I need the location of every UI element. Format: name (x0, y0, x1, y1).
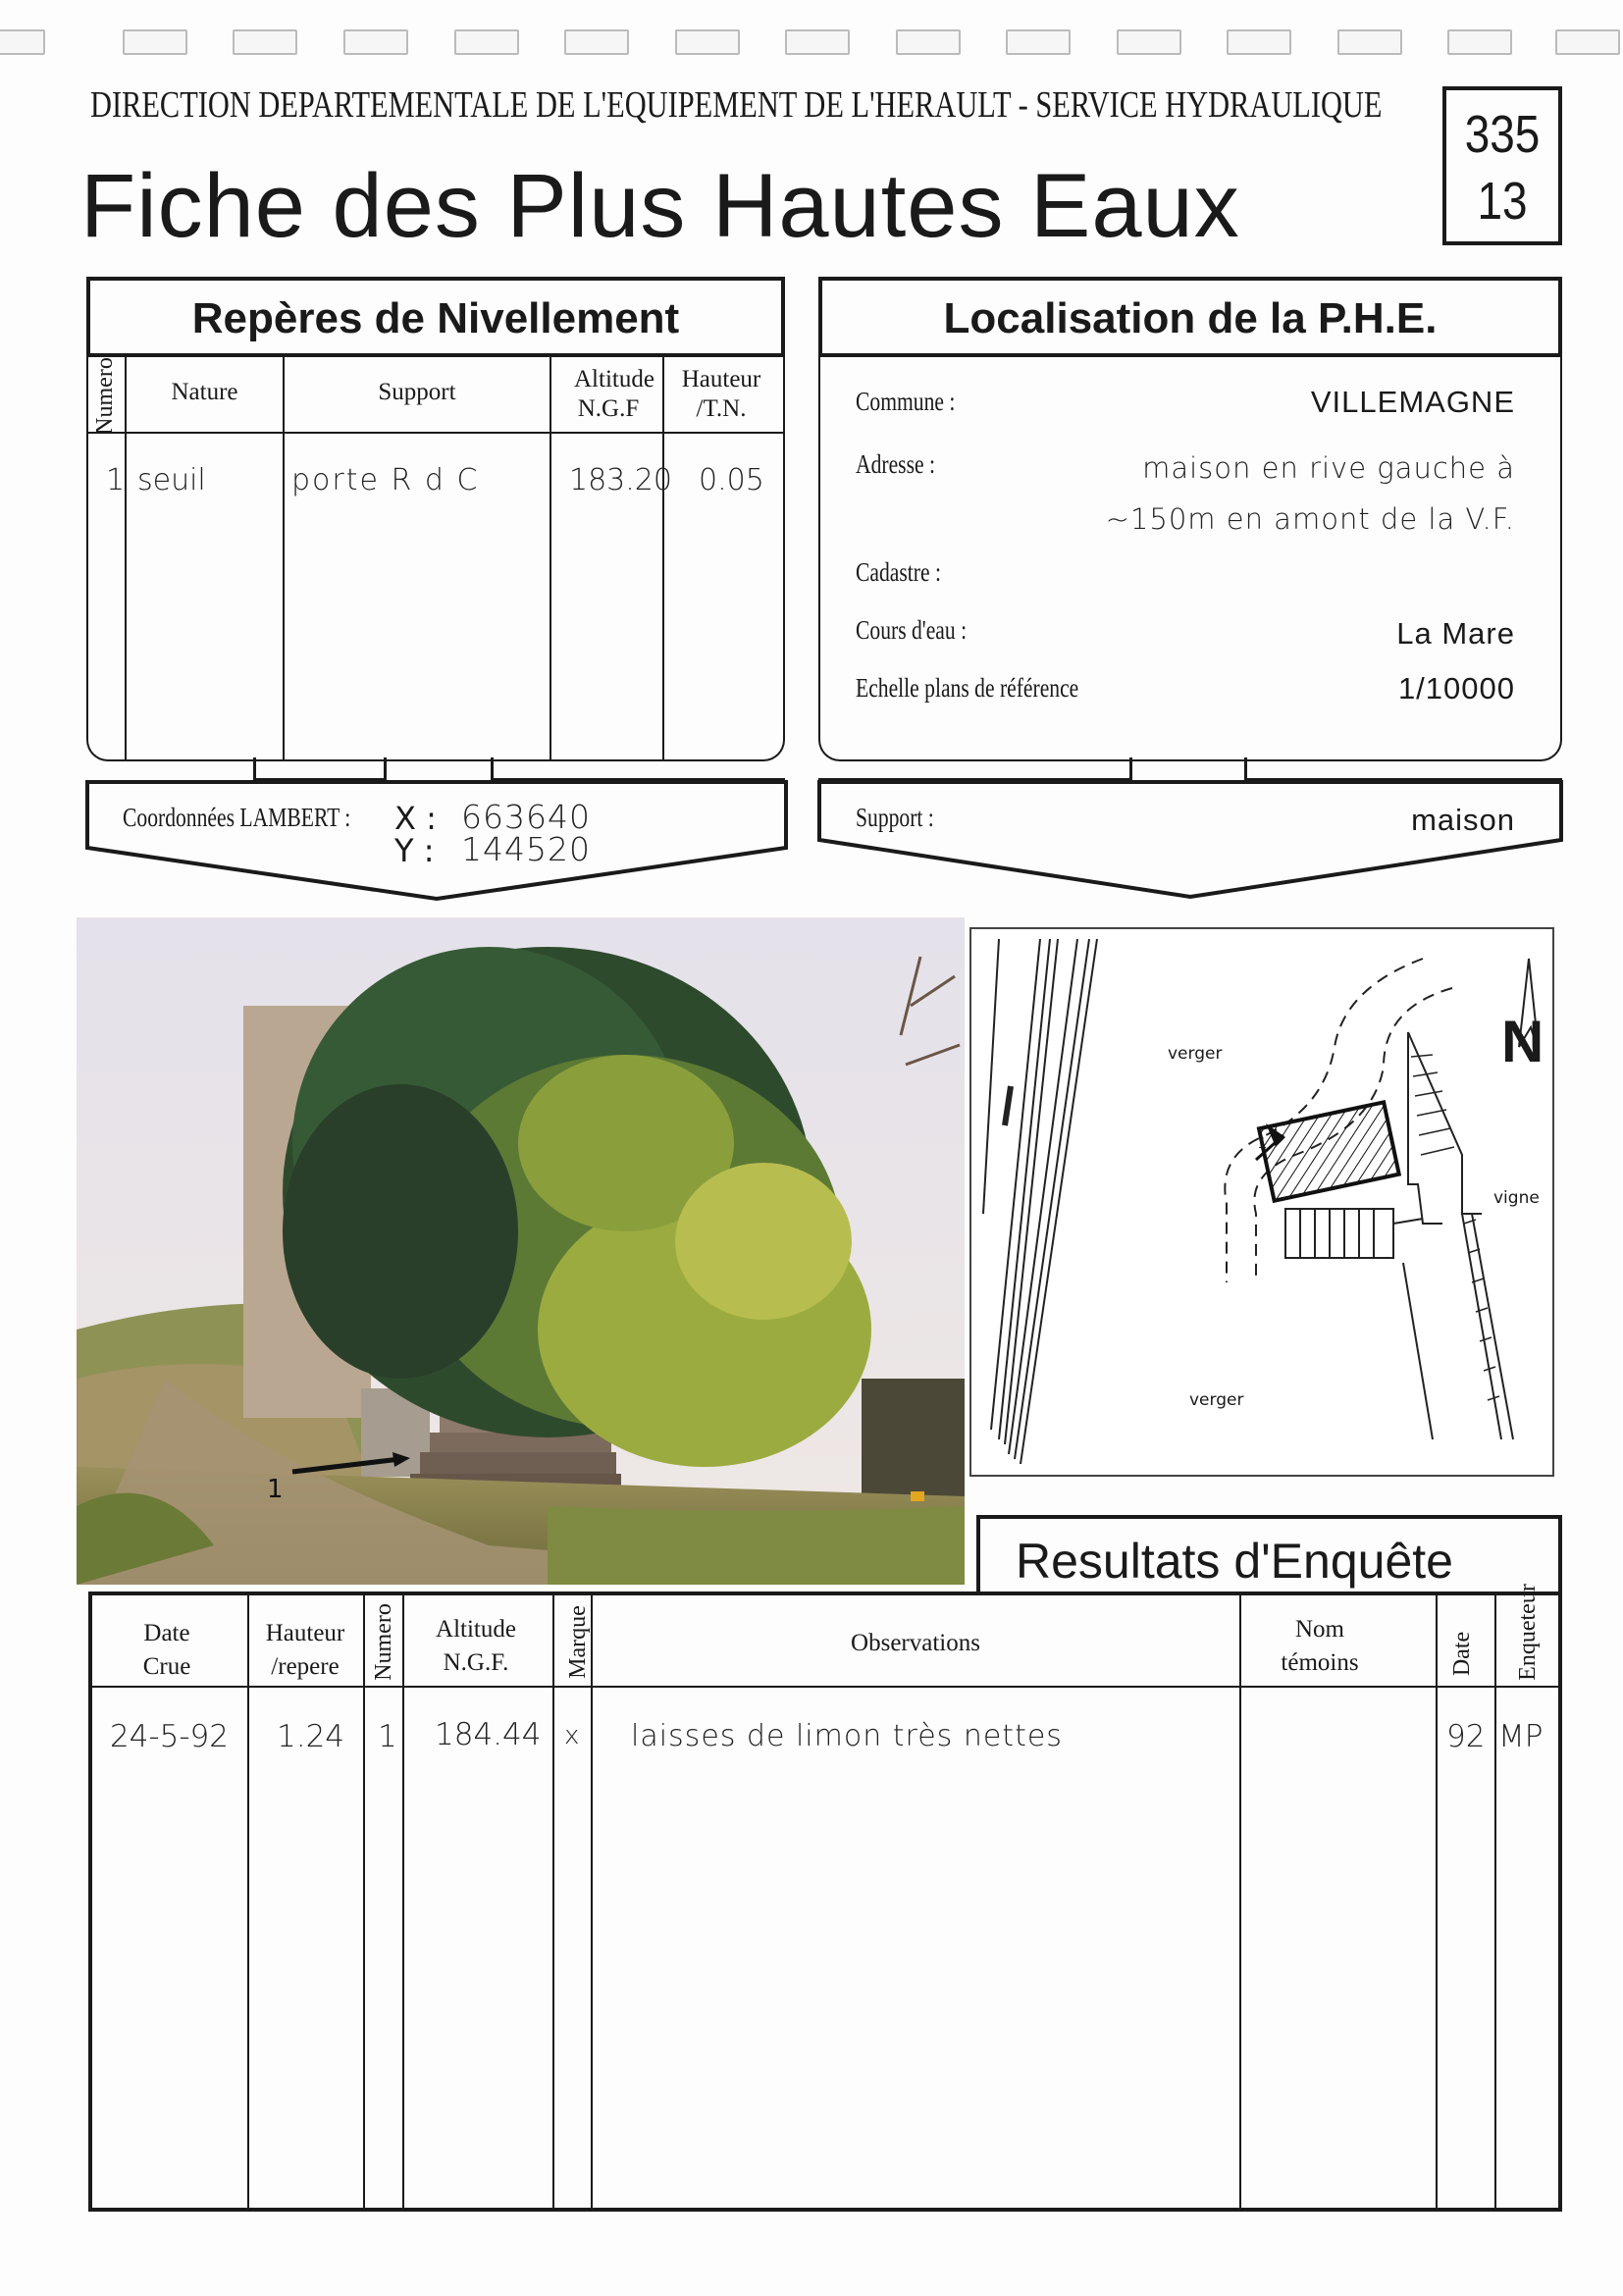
support-arrow-box (816, 779, 1564, 903)
res-col-enqueteur: Enqueteur (1514, 1584, 1541, 1681)
site-photo (77, 917, 965, 1585)
resultats-title: Resultats d'Enquête (1016, 1534, 1453, 1589)
res-row-date: 92 (1446, 1719, 1486, 1754)
lambert-y-label: Y : (394, 832, 435, 869)
reperes-col-altitude: Altitude N.G.F (574, 366, 654, 422)
plan-marker: 1 (1258, 1135, 1267, 1152)
plan-label-vigne: vigne (1493, 1188, 1540, 1208)
file-code-box (1442, 86, 1562, 245)
localisation-tab-left (818, 757, 1132, 781)
reperes-title-box (86, 277, 785, 357)
plan-label-verger-bottom: verger (1189, 1390, 1244, 1410)
binder-holes (0, 29, 1623, 59)
cours-label: Cours d'eau : (856, 615, 968, 645)
res-row-altitude: 184.44 (435, 1717, 542, 1752)
lambert-label: Coordonnées LAMBERT : (123, 803, 351, 832)
adresse-label: Adresse : (856, 449, 935, 479)
code-top: 335 (1464, 105, 1541, 164)
support-label: Support : (856, 803, 934, 832)
support-value: maison (1411, 803, 1515, 837)
res-col-marque: Marque (564, 1605, 591, 1679)
lambert-y-value: 144520 (461, 830, 591, 868)
res-row-observations: laisses de limon très nettes (631, 1719, 1063, 1753)
commune-label: Commune : (856, 387, 956, 416)
reperes-col-nature: Nature (171, 379, 238, 405)
lambert-x-value: 663640 (461, 798, 591, 836)
res-row-numero: 1 (378, 1719, 397, 1754)
code-bottom: 13 (1477, 172, 1528, 231)
reperes-col-numero: Numero (91, 357, 118, 435)
res-col-numero: Numero (370, 1603, 396, 1681)
reperes-row-nature: seuil (137, 463, 206, 497)
commune-value: VILLEMAGNE (1310, 385, 1515, 419)
adresse-line1: maison en rive gauche à (1142, 451, 1515, 485)
cadastre-label: Cadastre : (856, 557, 941, 587)
res-col-altitude: Altitude N.G.F. (436, 1616, 516, 1676)
res-col-observations: Observations (851, 1630, 980, 1656)
cours-value: La Mare (1396, 616, 1515, 651)
res-col-date-crue: Date Crue (142, 1620, 191, 1680)
localisation-title-box (818, 277, 1562, 357)
adresse-line2: ~150m en amont de la V.F. (1105, 502, 1515, 536)
res-row-enqueteur: MP (1498, 1719, 1544, 1754)
photo-marker: 1 (267, 1475, 284, 1504)
resultats-table (88, 1592, 1562, 2212)
plan-label-verger-top: verger (1168, 1044, 1223, 1064)
res-col-date: Date (1449, 1631, 1476, 1677)
site-plan (969, 927, 1554, 1477)
reperes-col-hauteur: Hauteur /T.N. (681, 366, 761, 422)
res-row-hauteur: 1.24 (277, 1719, 345, 1754)
reperes-col-support: Support (378, 379, 456, 405)
reperes-row-altitude: 183.20 (569, 463, 672, 497)
lambert-x-label: X : (394, 800, 437, 837)
resultats-title-box (976, 1515, 1562, 1592)
echelle-value: 1/10000 (1397, 671, 1515, 705)
res-row-date-crue: 24-5-92 (110, 1719, 229, 1754)
reperes-title: Repères de Nivellement (191, 294, 680, 342)
north-icon: N (1501, 1009, 1544, 1074)
echelle-label: Echelle plans de référence (856, 673, 1079, 703)
localisation-tab-right (1244, 757, 1562, 781)
reperes-row-numero: 1 (106, 463, 126, 497)
reperes-row-hauteur: 0.05 (699, 463, 764, 497)
reperes-tab-right (491, 757, 785, 781)
lambert-arrow-box (84, 779, 789, 903)
reperes-tab-left (253, 757, 387, 781)
res-col-hauteur: Hauteur /repere (265, 1620, 345, 1680)
res-row-marque: x (564, 1721, 580, 1750)
localisation-title: Localisation de la P.H.E. (943, 294, 1438, 342)
page-title: Fiche des Plus Hautes Eaux (80, 156, 1240, 256)
department-heading: DIRECTION DEPARTEMENTALE DE L'EQUIPEMENT DE L'HERAULT - SERVICE HYDRAULIQUE (90, 84, 1383, 126)
res-col-nom: Nom témoins (1281, 1616, 1359, 1676)
reperes-row-support: porte R d C (291, 463, 480, 497)
